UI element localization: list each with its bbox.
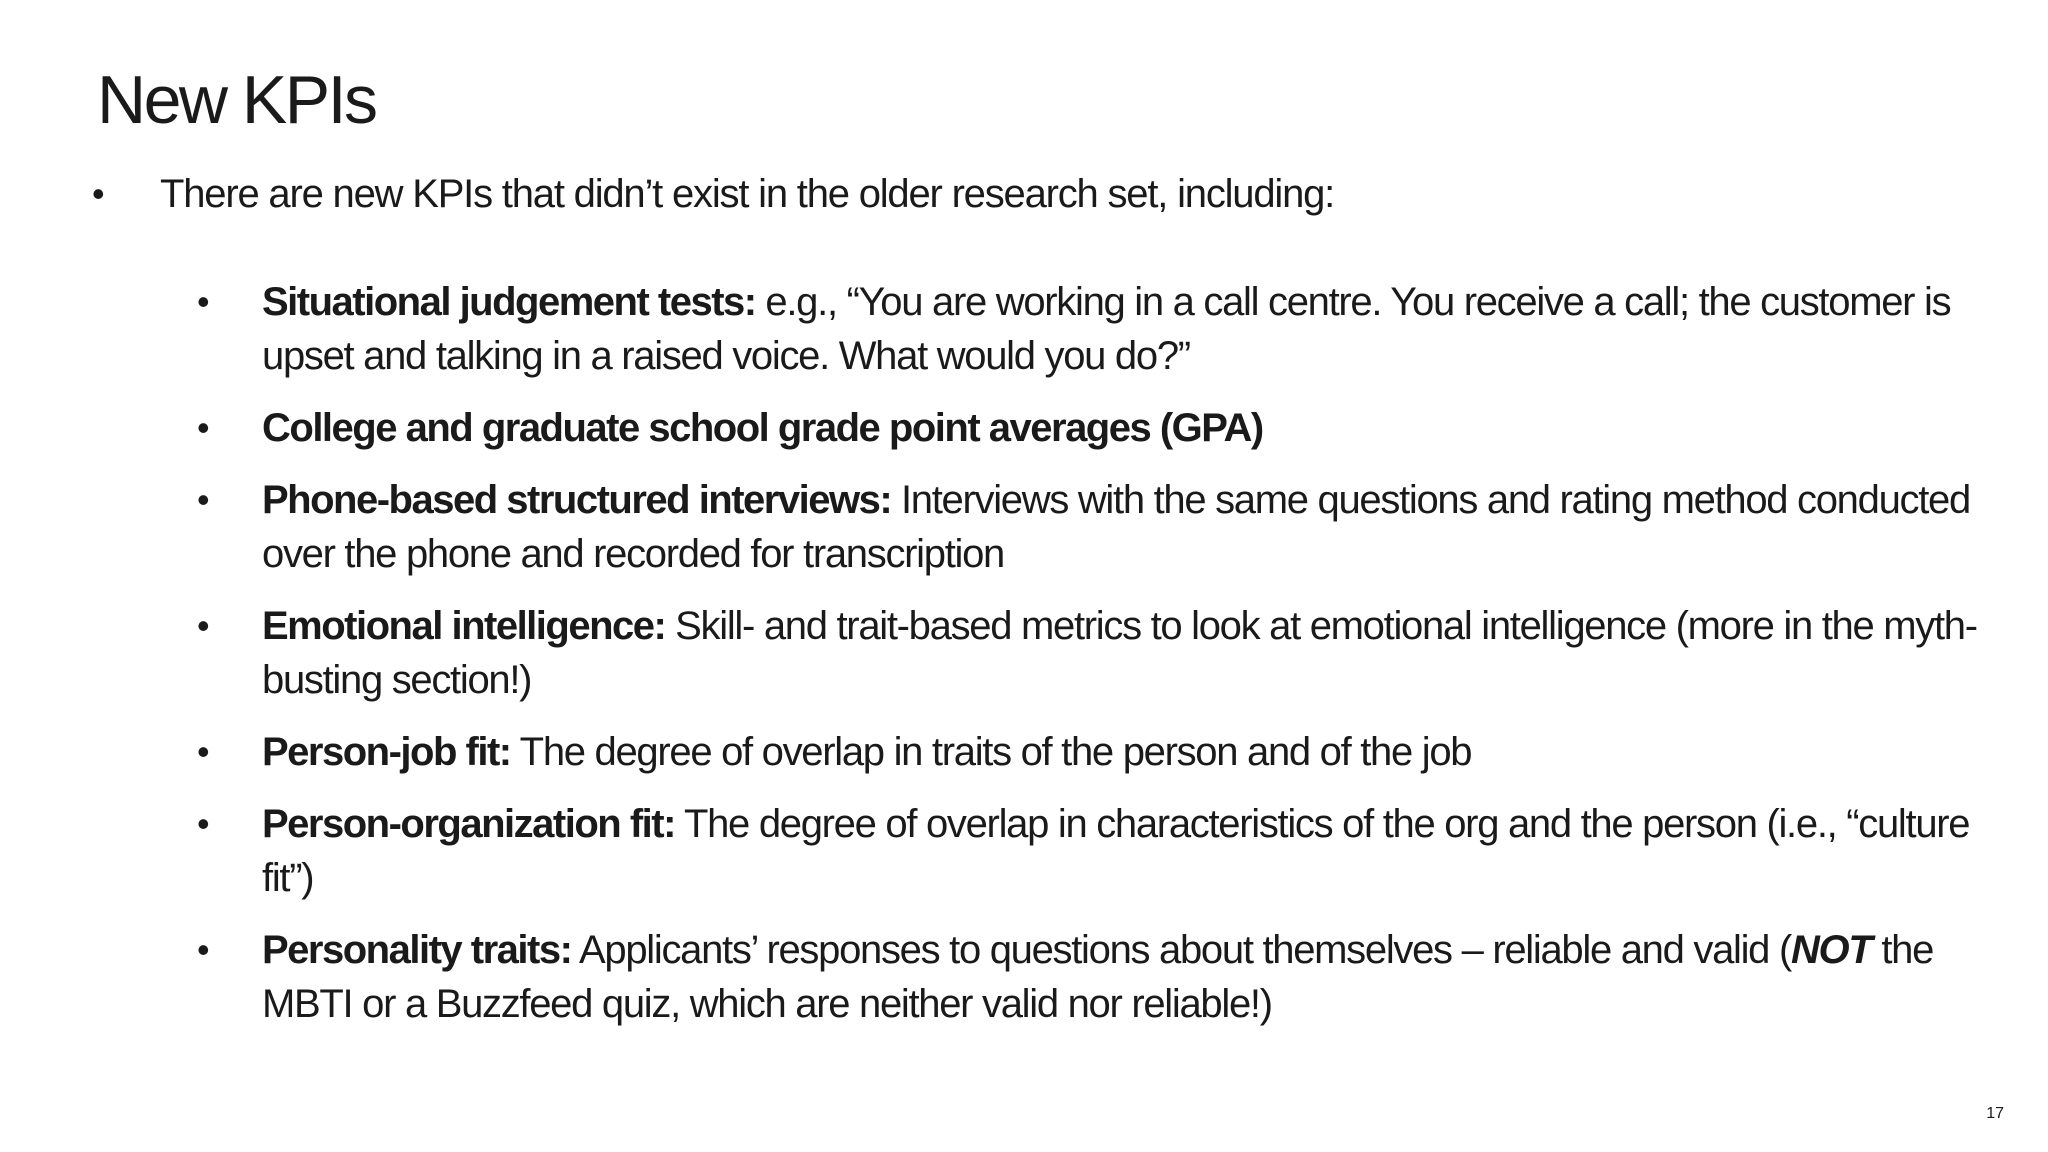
list-item [0, 797, 2048, 905]
list-item [0, 599, 2048, 707]
list-item [0, 401, 2048, 455]
bullet-icon: • [197, 731, 210, 772]
item-term: College and graduate school grade point averages (GPA) [262, 406, 1263, 450]
intro-bullet [0, 164, 2048, 224]
item-description: The degree of overlap in traits of the person and of the job [510, 730, 1472, 774]
item-description: The degree of overlap in characteristics of the org and the person (i.e., “culture fit”) [262, 802, 1970, 900]
item-description: e.g., “You are working in a call centre. You receive a call; the customer is upset and talking in a raised voice. What would you do?” [262, 280, 1951, 378]
item-body [262, 275, 1982, 383]
item-body [262, 401, 1982, 455]
intro-text: There are new KPIs that didn’t exist in the older research set, including: [160, 172, 1335, 216]
item-term: Phone-based structured interviews: [262, 478, 892, 522]
item-body [262, 725, 1982, 779]
bullet-icon: • [197, 929, 210, 970]
bullet-icon: • [197, 803, 210, 844]
item-body [262, 923, 1982, 1031]
slide-title: New KPIs [97, 62, 376, 138]
bullet-icon: • [197, 281, 210, 322]
list-item [0, 923, 2048, 1031]
item-description: Interviews with the same questions and rating method conducted over the phone and recorded for transcription [262, 478, 1970, 576]
item-term: Person-organization fit: [262, 802, 675, 846]
item-term: Person-job fit: [262, 730, 511, 774]
item-body [262, 797, 1982, 905]
page-number: 17 [1986, 1105, 2004, 1122]
bullet-icon: • [197, 407, 210, 448]
list-item [0, 473, 2048, 581]
item-body [262, 473, 1982, 581]
item-term: Situational judgement tests: [262, 280, 756, 324]
item-body [262, 599, 1982, 707]
list-item [0, 725, 2048, 779]
item-term: Emotional intelligence: [262, 604, 666, 648]
bullet-icon: • [197, 479, 210, 520]
bullet-icon: • [92, 173, 105, 214]
item-emphasis: NOT [1790, 928, 1872, 972]
bullet-icon: • [197, 605, 210, 646]
item-description: Skill- and trait-based metrics to look at emotional intelligence (more in the myth-busting section!) [262, 604, 1977, 702]
kpi-list [0, 275, 2048, 1049]
list-item [0, 275, 2048, 383]
item-description: Applicants’ responses to questions about themselves – reliable and valid ( [571, 928, 1791, 972]
item-description-continued: the MBTI or a Buzzfeed quiz, which are neither valid nor reliable!) [262, 928, 1934, 1026]
item-term: Personality traits: [262, 928, 572, 972]
